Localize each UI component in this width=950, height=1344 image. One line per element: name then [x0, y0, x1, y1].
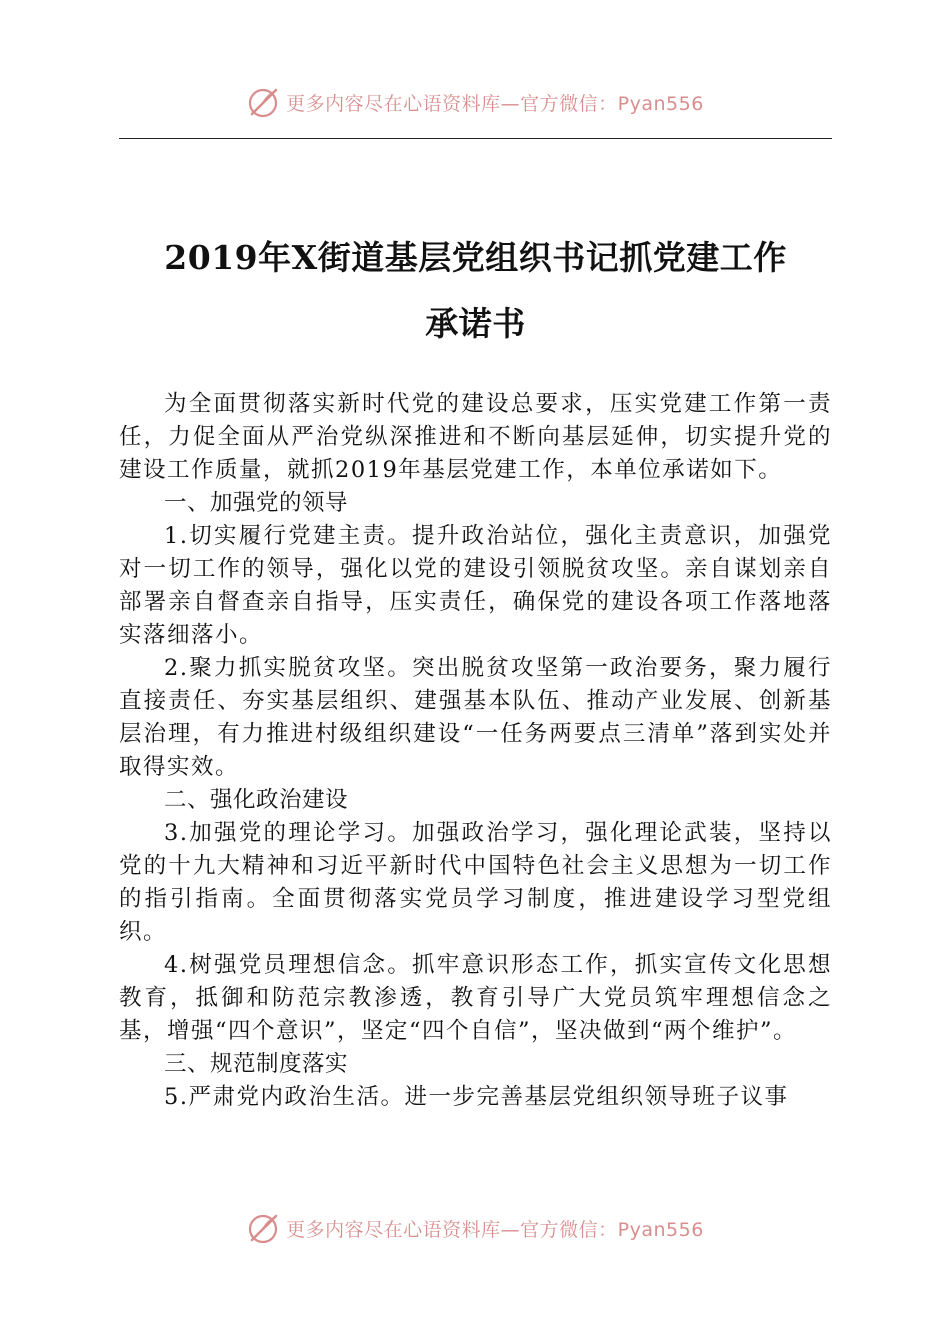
paragraph-item-1: 1.切实履行党建主责。提升政治站位，强化主责意识，加强党对一切工作的领导，强化以党的建设引领脱贫攻坚。亲自谋划亲自部署亲自督查亲自指导，压实责任，确保党的建设各项工作落地落实落细落小。 — [119, 523, 832, 648]
paragraph-item-2: 2.聚力抓实脱贫攻坚。突出脱贫攻坚第一政治要务，聚力履行直接责任、夯实基层组织、建强基本队伍、推动产业发展、创新基层治理，有力推进村级组织建设“一任务两要点三清单”落到实处并取得实效。 — [119, 655, 832, 780]
section-heading-1: 一、加强党的领导 — [164, 490, 349, 516]
section-heading-3: 三、规范制度落实 — [164, 1051, 349, 1077]
section-heading-2: 二、强化政治建设 — [164, 787, 349, 813]
paragraph-item-4: 4.树强党员理想信念。抓牢意识形态工作，抓实宣传文化思想教育，抵御和防范宗教渗透，教育引导广大党员筑牢理想信念之基，增强“四个意识”，坚定“四个自信”，坚决做到“两个维护”。 — [119, 952, 832, 1044]
intro-paragraph: 为全面贯彻落实新时代党的建设总要求，压实党建工作第一责任，力促全面从严治党纵深推进和不断向基层延伸，切实提升党的建设工作质量，就抓2019年基层党建工作，本单位承诺如下。 — [119, 391, 832, 483]
document-title-line-1: 2019年X街道基层党组织书记抓党建工作 — [164, 238, 787, 277]
document-body — [119, 388, 832, 1114]
quill-logo-icon — [246, 1210, 282, 1246]
watermark-text: 更多内容尽在心语资料库—官方微信：Pyan556 — [286, 1218, 704, 1241]
header-divider — [119, 138, 832, 139]
document-title-line-2: 承诺书 — [425, 304, 526, 343]
watermark-footer — [0, 1208, 950, 1248]
watermark-header — [0, 82, 950, 122]
watermark-text: 更多内容尽在心语资料库—官方微信：Pyan556 — [286, 92, 704, 115]
quill-logo-icon — [246, 84, 282, 120]
paragraph-item-3: 3.加强党的理论学习。加强政治学习，强化理论武装，坚持以党的十九大精神和习近平新时代中国特色社会主义思想为一切工作的指引指南。全面贯彻落实党员学习制度，推进建设学习型党组织。 — [119, 820, 832, 945]
paragraph-item-5: 5.严肃党内政治生活。进一步完善基层党组织领导班子议事 — [164, 1084, 789, 1110]
